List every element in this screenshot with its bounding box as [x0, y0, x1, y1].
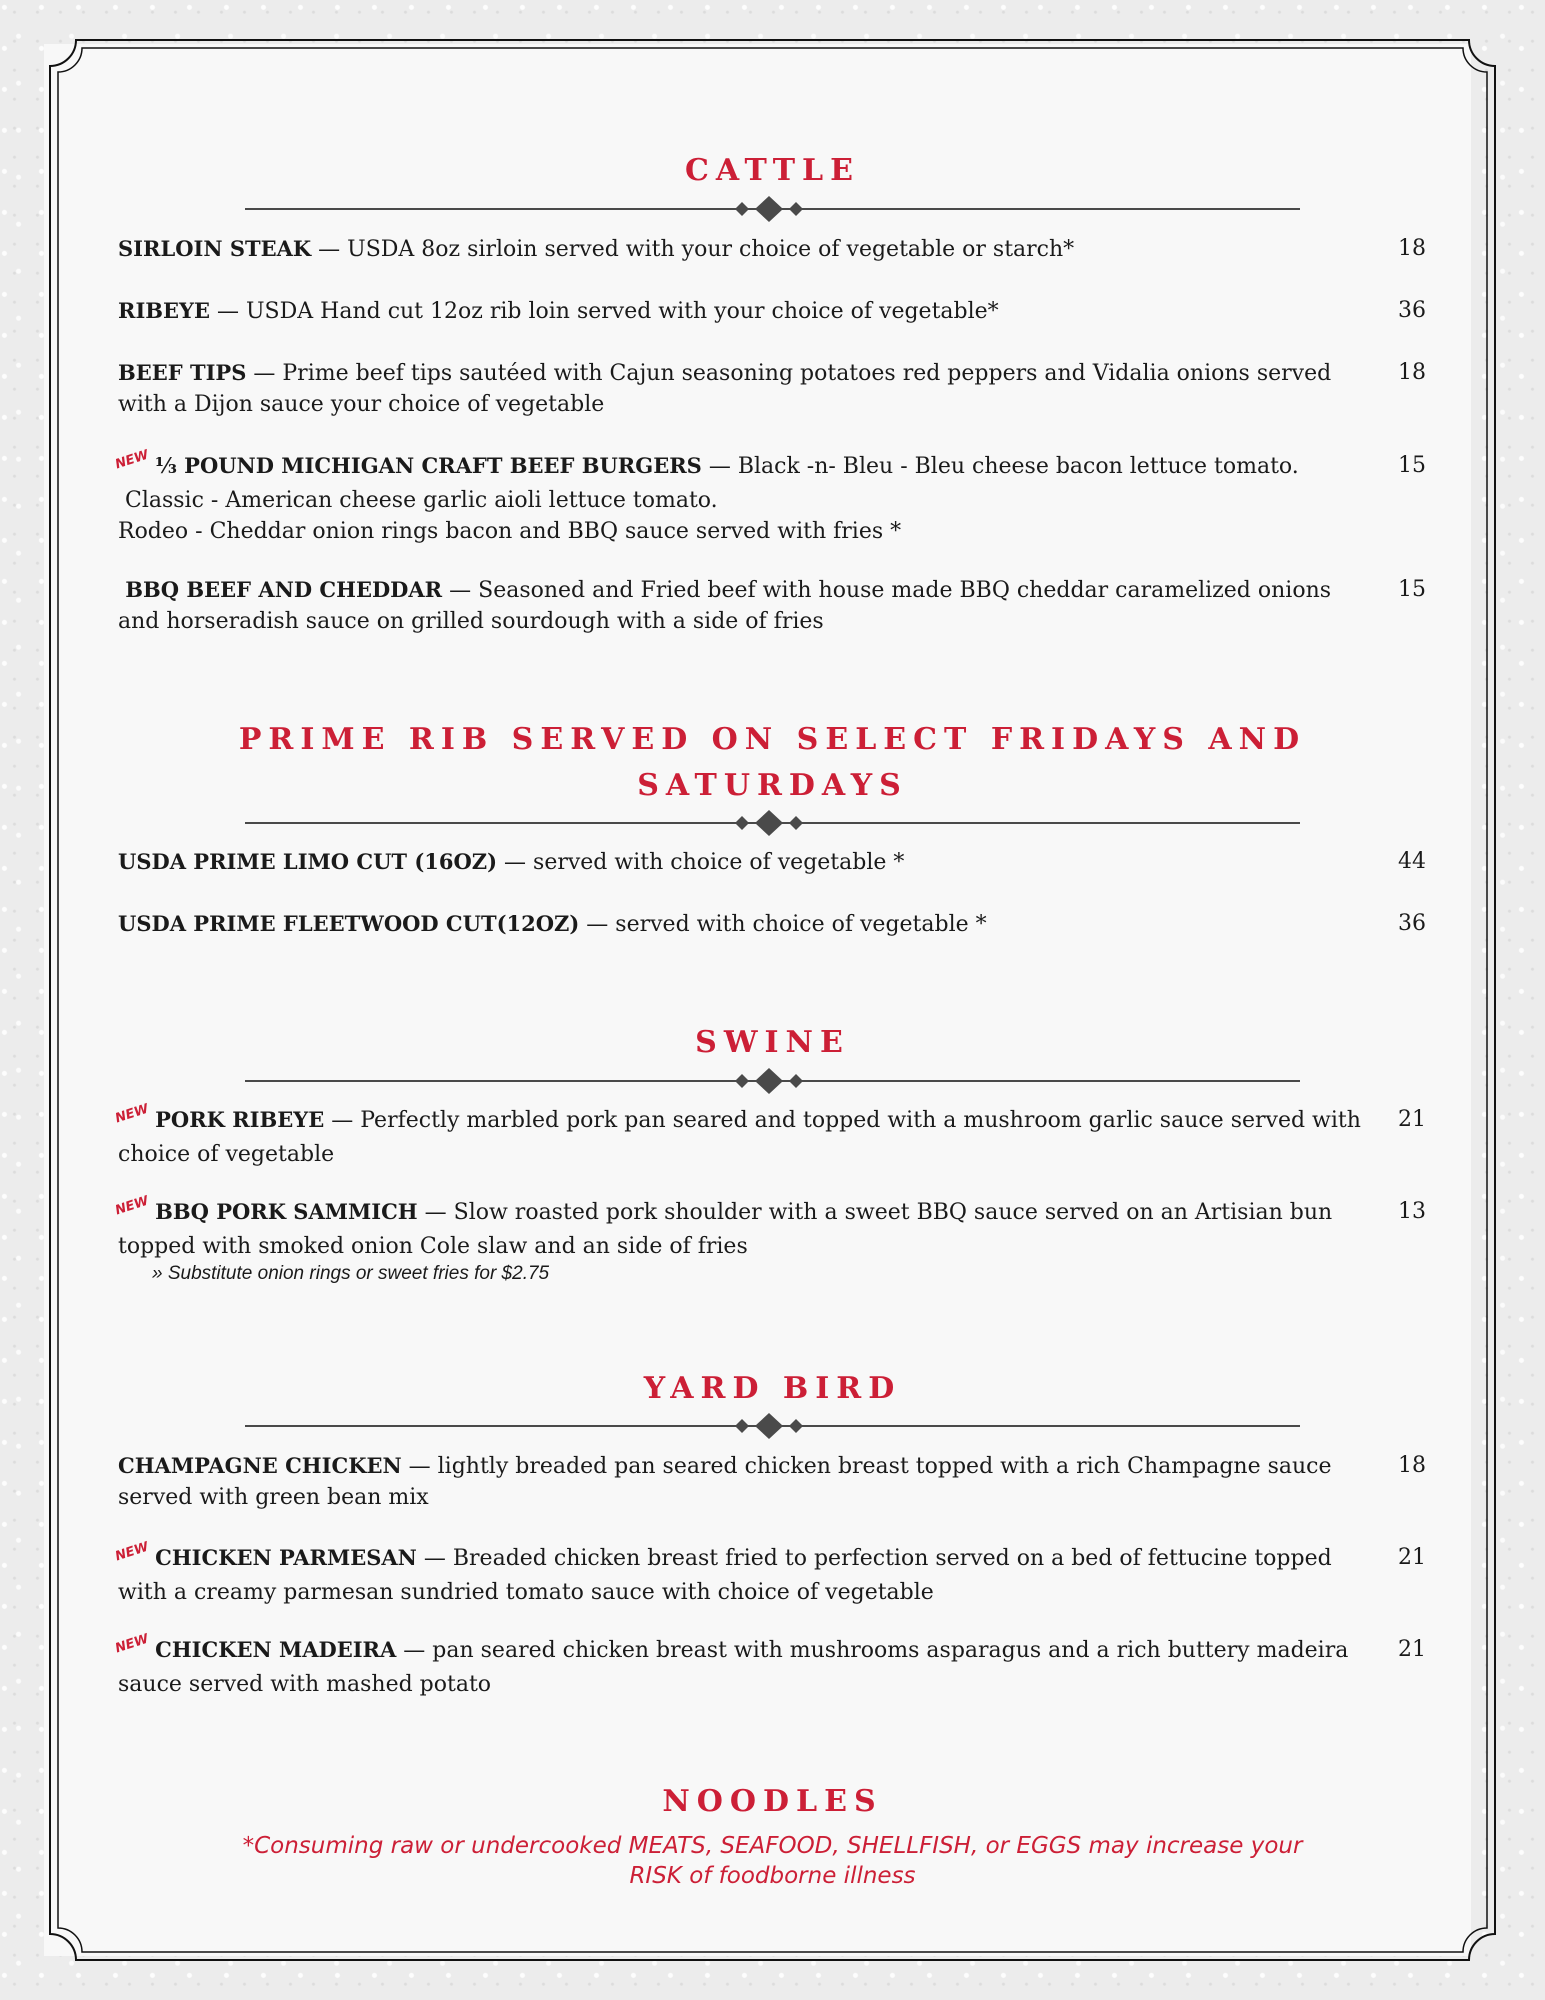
item-price: 36	[1398, 911, 1426, 936]
item-description: — Slow roasted pork shoulder with a sweet BBQ sauce served on an Artisian bun topped with smoked onion Cole slaw and an side of fries	[118, 1200, 1333, 1259]
item-description: — served with choice of vegetable *	[497, 850, 905, 875]
item-name: ⅓ POUND MICHIGAN CRAFT BEEF BURGERS	[155, 453, 702, 478]
ornamental-divider	[245, 196, 1300, 222]
item-description: — Perfectly marbled pork pan seared and topped with a mushroom garlic sauce served with choice of vegetable	[118, 1108, 1361, 1167]
item-description: — pan seared chicken breast with mushrooms asparagus and a rich buttery madeira sauce served with mashed potato	[118, 1638, 1349, 1697]
new-badge: NEW	[113, 1193, 151, 1219]
burger-line-1	[113, 447, 1378, 485]
item-name: BBQ PORK SAMMICH	[155, 1199, 418, 1224]
menu-item-champagne-chicken	[118, 1450, 1378, 1513]
item-name: BBQ BEEF AND CHEDDAR	[118, 577, 443, 602]
title-line-1: PRIME RIB SERVED ON SELECT FRIDAYS AND	[238, 722, 1307, 757]
title-line-2: SATURDAYS	[637, 768, 908, 803]
item-description: — lightly breaded pan seared chicken breast topped with a rich Champagne sauce served with green bean mix	[118, 1454, 1332, 1510]
item-name: BEEF TIPS	[118, 360, 247, 385]
menu-item-fleetwood-cut	[118, 908, 1378, 940]
item-price: 15	[1398, 577, 1426, 602]
foodborne-illness-warning	[0, 1831, 1545, 1891]
item-name: CHICKEN MADEIRA	[155, 1637, 397, 1662]
item-description: — served with choice of vegetable *	[579, 912, 987, 937]
item-price: 21	[1398, 1107, 1426, 1132]
ornamental-divider	[245, 810, 1300, 836]
menu-item-bbq-pork-sammich	[113, 1193, 1378, 1262]
section-title-yard-bird: YARD BIRD	[643, 1371, 902, 1406]
item-description: — Prime beef tips sautéed with Cajun seasoning potatoes red peppers and Vidalia onions served with a Dijon sauce your choice of vegetable	[118, 361, 1332, 417]
menu-item-beef-tips	[118, 357, 1378, 420]
menu-item-ribeye	[118, 295, 1378, 327]
section-title-noodles: NOODLES	[662, 1784, 883, 1819]
menu-item-beef-burgers	[113, 447, 1378, 547]
substitute-note: » Substitute onion rings or sweet fries for $2.75	[152, 1263, 550, 1284]
item-name: USDA PRIME FLEETWOOD CUT(12OZ)	[118, 911, 580, 936]
item-description: — Black -n- Bleu - Bleu cheese bacon lettuce tomato.	[701, 454, 1299, 479]
item-name: USDA PRIME LIMO CUT (16OZ)	[118, 849, 498, 874]
new-badge: NEW	[113, 447, 151, 473]
item-price: 21	[1398, 1637, 1426, 1662]
item-description: — USDA Hand cut 12oz rib loin served with your choice of vegetable*	[210, 299, 999, 324]
menu-item-limo-cut	[118, 846, 1378, 878]
item-price: 18	[1398, 1453, 1426, 1478]
new-badge: NEW	[113, 1631, 151, 1657]
menu-item-pork-ribeye	[113, 1101, 1378, 1170]
item-price: 13	[1398, 1199, 1426, 1224]
item-description: — Breaded chicken breast fried to perfection served on a bed of fettucine topped with a creamy parmesan sundried tomato sauce with choice of vegetable	[118, 1546, 1332, 1605]
item-price: 36	[1398, 298, 1426, 323]
menu-item-sirloin-steak	[118, 233, 1378, 265]
item-description: — Seasoned and Fried beef with house made BBQ cheddar caramelized onions and horseradish sauce on grilled sourdough with a side of fries	[118, 578, 1332, 634]
item-price: 15	[1398, 453, 1426, 478]
section-title-prime-rib	[0, 717, 1545, 809]
item-price: 18	[1398, 236, 1426, 261]
burger-line-3: Rodeo - Cheddar onion rings bacon and BBQ sauce served with fries *	[118, 519, 902, 544]
burger-line-2: Classic - American cheese garlic aioli lettuce tomato.	[118, 488, 718, 513]
warning-line-1: *Consuming raw or undercooked MEATS, SEAFOOD, SHELLFISH, or EGGS may increase your	[242, 1833, 1303, 1859]
new-badge: NEW	[113, 1539, 151, 1565]
item-name: CHICKEN PARMESAN	[155, 1545, 417, 1570]
item-price: 18	[1398, 360, 1426, 385]
item-name: CHAMPAGNE CHICKEN	[118, 1453, 402, 1478]
menu-item-chicken-parmesan	[113, 1539, 1378, 1608]
warning-line-2: RISK of foodborne illness	[629, 1863, 916, 1889]
new-badge: NEW	[113, 1101, 151, 1127]
menu-item-bbq-beef-cheddar	[118, 574, 1378, 637]
item-price: 44	[1398, 849, 1426, 874]
item-price: 21	[1398, 1545, 1426, 1570]
item-name: RIBEYE	[118, 298, 211, 323]
item-name: SIRLOIN STEAK	[118, 236, 312, 261]
menu-item-chicken-madeira	[113, 1631, 1378, 1700]
section-title-cattle: CATTLE	[684, 153, 861, 188]
ornamental-divider	[245, 1413, 1300, 1439]
item-name: PORK RIBEYE	[155, 1107, 325, 1132]
ornamental-divider	[245, 1068, 1300, 1094]
section-title-swine: SWINE	[695, 1025, 850, 1060]
item-description: — USDA 8oz sirloin served with your choice of vegetable or starch*	[311, 237, 1075, 262]
